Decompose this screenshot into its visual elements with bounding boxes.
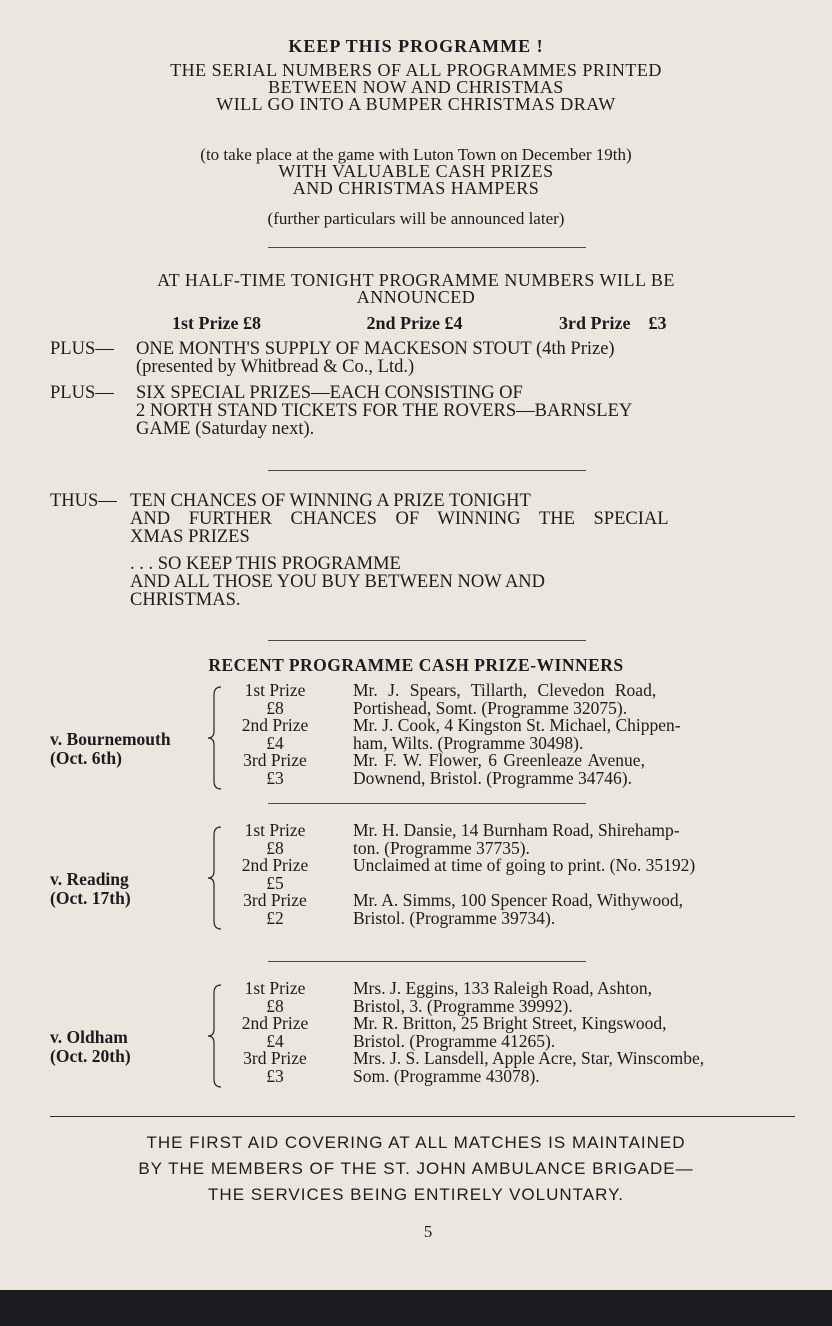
- thus-label: THUS—: [50, 491, 117, 511]
- thus-line-3: XMAS PRIZES: [130, 527, 250, 547]
- first-aid-notice: [0, 1130, 832, 1208]
- thus-line-5: AND ALL THOSE YOU BUY BETWEEN NOW AND: [130, 572, 546, 592]
- plus-1-line-2: (presented by Whitbread & Co., Ltd.): [136, 357, 415, 377]
- prize-2: 2nd Prize £4: [366, 313, 463, 333]
- page-number: 5: [423, 1222, 433, 1241]
- halftime-notice: [0, 272, 832, 306]
- footer-rule: [50, 1116, 795, 1117]
- brace-icon: [205, 685, 225, 791]
- thus-line-4: . . . SO KEEP THIS PROGRAMME: [130, 554, 401, 574]
- prize-3: 3rd Prize £3: [559, 313, 667, 333]
- divider-3: [268, 640, 586, 641]
- halftime-line-1: AT HALF-TIME TONIGHT PROGRAMME NUMBERS WILL BE: [157, 270, 675, 290]
- game-opponent-label: v. Oldham (Oct. 20th): [50, 1027, 131, 1066]
- game-reading: [0, 822, 832, 932]
- winner-column: Mr. H. Dansie, 14 Burnham Road, Shirehamp- ton. (Programme 37735). Unclaimed at time of going to print. (No. 35192) Mr. A. Simms, 100 Spencer Road, Withywood, Bristol. (Programme 39734).: [353, 820, 696, 928]
- prize-list: [172, 313, 732, 334]
- winner-column: Mrs. J. Eggins, 133 Raleigh Road, Ashton, Bristol, 3. (Programme 39992). Mr. R. Britton, 25 Bright Street, Kingswood, Bristol. (Programme 41265). Mrs. J. S. Lansdell, Apple Acre, Star, Winscombe, Som. (Programme 43078).: [353, 978, 705, 1086]
- draw-line-3: AND CHRISTMAS HAMPERS: [292, 178, 540, 198]
- plus-1-line-1: ONE MONTH'S SUPPLY OF MACKESON STOUT (4th Prize): [136, 339, 615, 359]
- divider-1: [268, 247, 586, 248]
- keep-heading: KEEP THIS PROGRAMME !: [288, 36, 544, 56]
- thus-line-2: AND FURTHER CHANCES OF WINNING THE SPECIAL: [130, 509, 669, 529]
- draw-line-2: WITH VALUABLE CASH PRIZES: [278, 161, 554, 181]
- particulars-note: (further particulars will be announced later): [267, 209, 565, 228]
- prize-column: 1st Prize £8 2nd Prize £5 3rd Prize £2: [241, 820, 309, 928]
- serial-line-1: THE SERIAL NUMBERS OF ALL PROGRAMMES PRINTED: [170, 60, 662, 80]
- game-bournemouth: [0, 682, 832, 792]
- plus-label-1: PLUS—: [50, 339, 114, 359]
- divider-4: [268, 803, 586, 804]
- thus-line-6: CHRISTMAS.: [130, 590, 241, 610]
- halftime-line-2: ANNOUNCED: [356, 287, 476, 307]
- divider-2: [268, 470, 586, 471]
- game-opponent-label: v. Reading (Oct. 17th): [50, 869, 131, 908]
- game-oldham: [0, 980, 832, 1090]
- winners-heading: RECENT PROGRAMME CASH PRIZE-WINNERS: [208, 655, 624, 675]
- footer-line-1: THE FIRST AID COVERING AT ALL MATCHES IS MAINTAINED: [146, 1133, 686, 1152]
- brace-icon: [205, 825, 225, 931]
- divider-5: [268, 961, 586, 962]
- prize-column: 1st Prize £8 2nd Prize £4 3rd Prize £3: [241, 680, 309, 788]
- draw-notice: [0, 146, 832, 197]
- plus-2-line-3: GAME (Saturday next).: [136, 419, 315, 439]
- serial-line-2: BETWEEN NOW AND CHRISTMAS: [268, 77, 564, 97]
- serial-line-3: WILL GO INTO A BUMPER CHRISTMAS DRAW: [216, 94, 616, 114]
- plus-label-2: PLUS—: [50, 383, 114, 403]
- prize-column: 1st Prize £8 2nd Prize £4 3rd Prize £3: [241, 978, 309, 1086]
- bottom-edge: [0, 1290, 832, 1326]
- draw-line-1: (to take place at the game with Luton Town on December 19th): [200, 145, 632, 164]
- serial-notice: [0, 62, 832, 113]
- winner-column: Mr. J. Spears, Tillarth, Clevedon Road, Portishead, Somt. (Programme 32075). Mr. J. Cook, 4 Kingston St. Michael, Chippen- ham, Wilts. (Programme 30498). Mr. F. W. Flower, 6 Greenleaze Avenue, Downend, Bristol. (Programme 34746).: [353, 680, 681, 788]
- game-opponent-label: v. Bournemouth (Oct. 6th): [50, 729, 171, 768]
- prize-1: 1st Prize £8: [172, 313, 261, 333]
- thus-line-1: TEN CHANCES OF WINNING A PRIZE TONIGHT: [130, 491, 531, 511]
- plus-2-line-1: SIX SPECIAL PRIZES—EACH CONSISTING OF: [136, 383, 523, 403]
- footer-line-2: BY THE MEMBERS OF THE ST. JOHN AMBULANCE BRIGADE—: [138, 1159, 694, 1178]
- brace-icon: [205, 983, 225, 1089]
- footer-line-3: THE SERVICES BEING ENTIRELY VOLUNTARY.: [208, 1185, 624, 1204]
- plus-2-line-2: 2 NORTH STAND TICKETS FOR THE ROVERS—BARNSLEY: [136, 401, 633, 421]
